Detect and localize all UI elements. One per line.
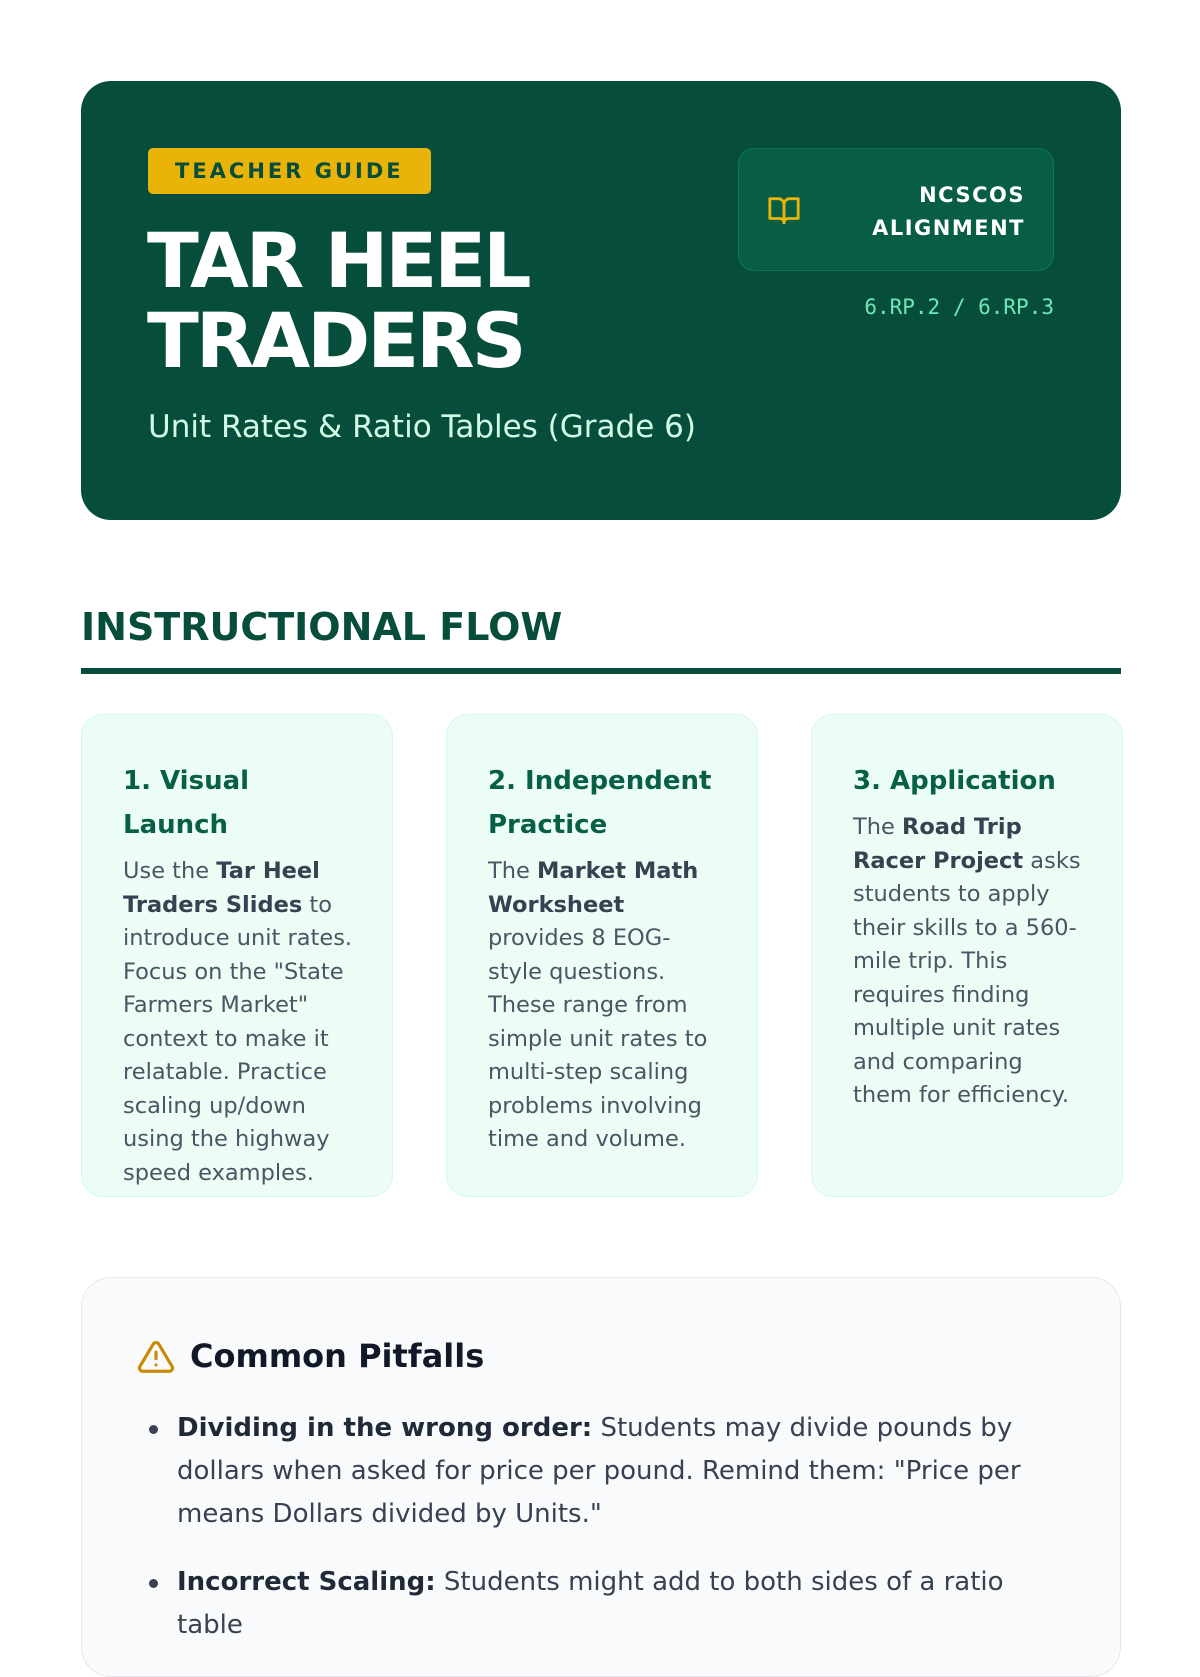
pitfalls-title: Common Pitfalls xyxy=(190,1337,485,1375)
resource-name: Tar Heel Traders Slides xyxy=(123,858,320,918)
hero-banner xyxy=(81,81,1121,520)
card-text: The xyxy=(853,814,902,840)
warning-icon xyxy=(137,1338,175,1376)
section-divider xyxy=(81,668,1121,674)
card-title: 3. Application xyxy=(853,766,1056,796)
section-heading: INSTRUCTIONAL FLOW xyxy=(81,605,563,649)
ncscos-alignment-box xyxy=(738,148,1054,271)
pitfall-item xyxy=(177,1561,1077,1647)
card-text: provides 8 EOG-style questions. These range from simple unit rates to multi-step scaling problems involving time and volume. xyxy=(488,925,708,1152)
pitfall-text: Students may divide pounds by dollars when asked for price per pound. Remind them: "Price per means Dollars divided by Units." xyxy=(177,1413,1021,1529)
card-text: The xyxy=(488,858,537,884)
pitfall-text: Students might add to both sides of a ratio table xyxy=(177,1567,1004,1640)
resource-name: Market Math Worksheet xyxy=(488,858,699,918)
page-subtitle: Unit Rates & Ratio Tables (Grade 6) xyxy=(148,409,696,445)
pitfall-item xyxy=(177,1407,1077,1536)
alignment-label xyxy=(825,179,1025,245)
flow-card-visual-launch xyxy=(81,714,393,1197)
book-icon xyxy=(767,193,801,227)
common-pitfalls-panel xyxy=(81,1277,1121,1677)
pitfall-heading: Incorrect Scaling: xyxy=(177,1567,436,1597)
title-line-1: TAR HEEL xyxy=(147,216,529,305)
teacher-guide-badge: TEACHER GUIDE xyxy=(148,148,431,194)
pitfall-heading: Dividing in the wrong order: xyxy=(177,1413,593,1443)
card-description xyxy=(123,855,356,1190)
card-title: 2. Independent Practice xyxy=(488,766,712,840)
title-line-2: TRADERS xyxy=(147,296,524,385)
flow-card-application xyxy=(811,714,1123,1197)
card-text: Use the xyxy=(123,858,217,884)
pitfalls-list xyxy=(177,1407,1077,1672)
standard-codes: 6.RP.2 / 6.RP.3 xyxy=(864,295,1054,319)
page-title xyxy=(147,216,529,385)
alignment-label-line-2: ALIGNMENT xyxy=(872,216,1025,240)
resource-name: Road Trip Racer Project xyxy=(853,814,1024,874)
flow-card-independent-practice xyxy=(446,714,758,1197)
card-description xyxy=(853,811,1086,1113)
card-description xyxy=(488,855,721,1157)
alignment-label-line-1: NCSCOS xyxy=(919,183,1025,207)
card-text: to introduce unit rates. Focus on the "State Farmers Market" context to make it relatable. Practice scaling up/down using the highway speed examples. xyxy=(123,891,353,1186)
card-title: 1. Visual Launch xyxy=(123,766,250,840)
card-text: asks students to apply their skills to a 560-mile trip. This requires finding multiple unit rates and comparing them for efficiency. xyxy=(853,847,1081,1108)
